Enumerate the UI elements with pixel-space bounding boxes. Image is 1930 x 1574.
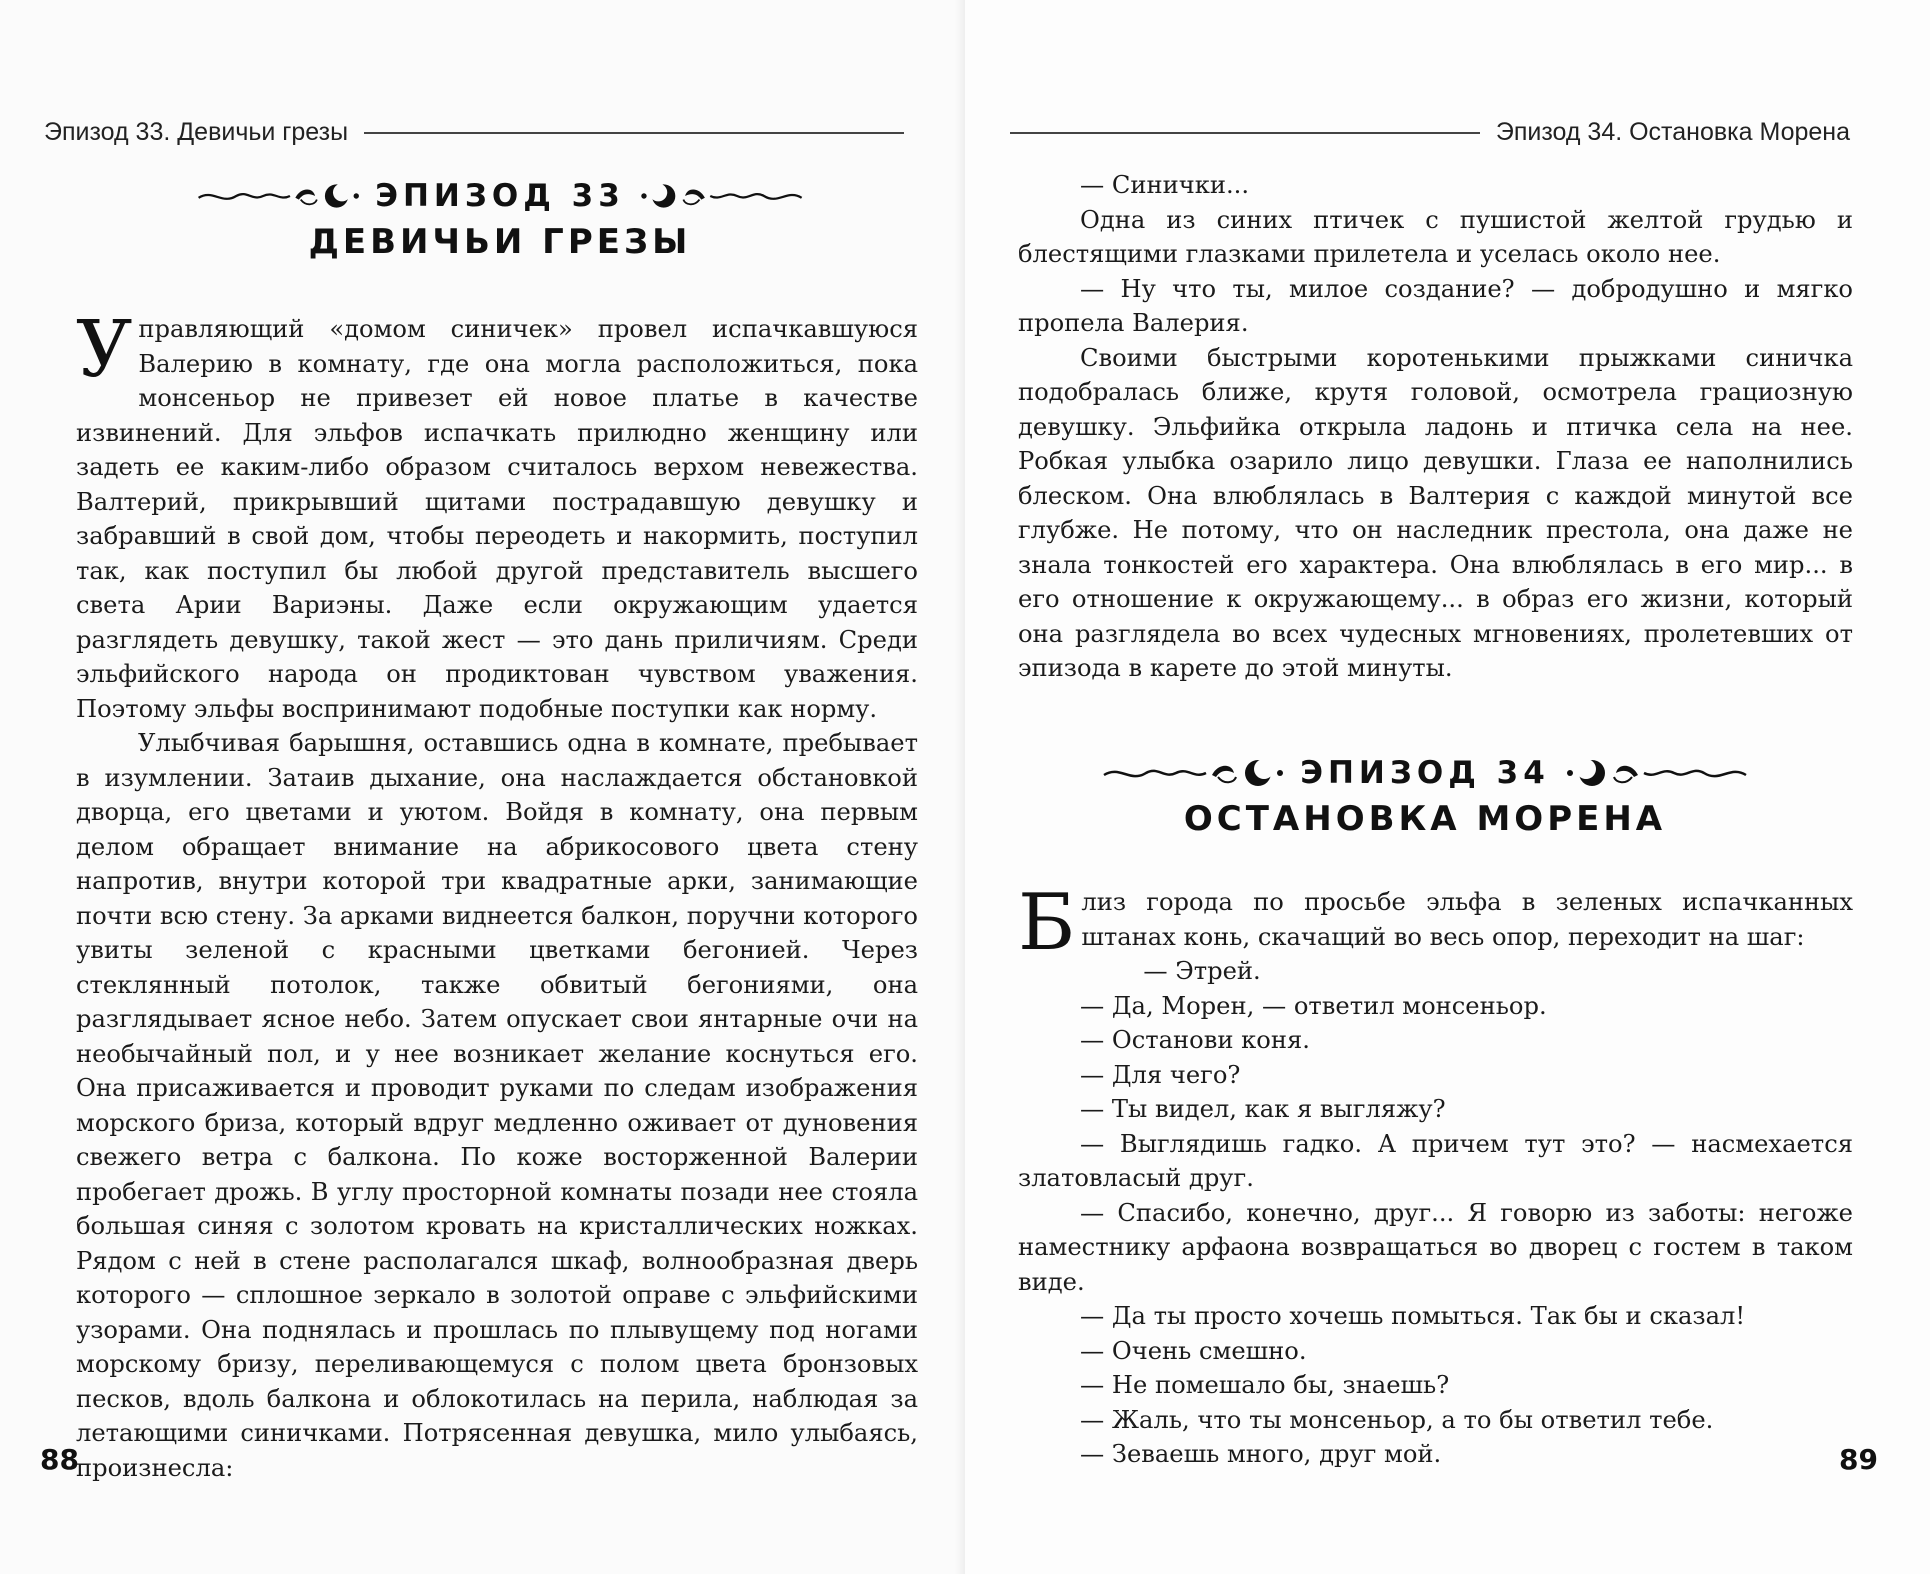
dialogue-line: — Не помешало бы, знаешь? xyxy=(1080,1371,1450,1399)
drop-cap: У xyxy=(76,305,133,395)
page-number: 88 xyxy=(40,1443,79,1476)
right-flourish-icon xyxy=(635,180,805,212)
chapter-title: ОСТАНОВКА МОРЕНА xyxy=(1183,799,1667,839)
running-head-text: Эпизод 33. Девичьи грезы xyxy=(44,118,349,146)
page-number: 89 xyxy=(1839,1443,1878,1476)
running-head-rule xyxy=(1010,132,1480,134)
chapter-number: ЭПИЗОД 33 xyxy=(375,178,625,214)
paragraph-text: лиз города по просьбе эльфа в зеленых испачканных штанах конь, скачащий во весь опор, переходит на шаг: xyxy=(1081,888,1853,951)
paragraph: — Синички... xyxy=(1080,171,1250,199)
paragraph: Улыбчивая барышня, оставшись одна в комнате, пребывает в изумлении. Затаив дыхание, она наслаждается обстановкой дворца, его цветами и уютом. Войдя в комнату, она первым делом обращает внимание на абрикосового цвета стену напротив, внутри которой три квадратные арки, занимающие почти всю стену. За арками виднеется балкон, поручни которого увиты зеленой с красными цветками бегонией. Через стеклянный потолок, также обвитый бегониями, она разглядывает ясное небо. Затем опускает свои янтарные очи на необычайный пол, и у нее возникает желание коснуться его. Она присаживается и проводит руками по следам изображения морского бриза, который вдруг медленно оживает от дуновения свежего ветра с балкона. По коже восторженной Валерии пробегает дрожь. В углу просторной комнаты позади нее стояла большая синяя с золотом кровать на кристаллических ножках. Рядом с ней в стене располагался шкаф, волнообразная дверь которого — сплошное зеркало в золотой оправе с эльфийскими узорами. Она поднялась и прошлась по плывущему под ногами морскому бризу, переливающемуся с полом цвета бронзовых песков, вдоль балкона и облокотилась на перила, наблюдая за летающими синичками. Потрясенная девушка, мило улыбаясь, произнесла: xyxy=(76,729,918,1482)
dialogue-line: — Останови коня. xyxy=(1080,1026,1310,1054)
chapter-heading xyxy=(1100,755,1750,839)
left-running-head xyxy=(44,118,920,147)
dialogue-line: — Ты видел, как я выгляжу? xyxy=(1080,1095,1446,1123)
running-head-rule xyxy=(364,132,904,134)
dialogue-line: — Жаль, что ты монсеньор, а то бы ответил тебе. xyxy=(1080,1405,1714,1434)
right-page xyxy=(965,0,1930,1574)
paragraph: Своими быстрыми коротенькими прыжками синичка подобралась ближе, крутя головой, осмотрела грациозную девушку. Эльфийка открыла ладонь и птичка села на нее. Робкая улыбка озарило лицо девушки. Глаза ее наполнились блеском. Она влюблялась в Валтерия с каждой минутой все глубже. Не потому, что он наследник престола, она даже не знала тонкостей его характера. Она влюблялась в его мир... в его отношение к окружающему... в образ его жизни, который она разглядела во всех чудесных мгновениях, пролетевших от эпизода в карете до этой минуты. xyxy=(1018,343,1853,682)
right-running-head xyxy=(1010,118,1850,147)
paragraph-text: правляющий «домом синичек» провел испачкавшуюся Валерию в комнату, где она могла расположиться, пока монсеньор не привезет ей новое платье в качестве извинений. Для эльфов испачкать прилюдно женщину или задеть ее каким-либо образом считалось верхом невежества. Валтерий, прикрывший щитами пострадавшую девушку и забравший в свой дом, чтобы переодеть и накормить, поступил так, как поступил бы любой другой представитель высшего света Арии Вариэны. Даже если окружающим удается разглядеть девушку, такой жест — это дань приличиям. Среди эльфийского народа он продиктован чувством уважения. Поэтому эльфы воспринимают подобные поступки как норму. xyxy=(76,315,918,723)
dialogue-line: — Выглядишь гадко. А причем тут это? — насмехается златовласый друг. xyxy=(1018,1129,1853,1192)
right-body-text xyxy=(1018,878,1853,1472)
right-flourish-icon xyxy=(1560,757,1750,789)
right-top-text xyxy=(1018,168,1853,686)
paragraph: — Ну что ты, милое создание? — добродушно и мягко пропела Валерия. xyxy=(1018,274,1853,337)
running-head-text: Эпизод 34. Остановка Морена xyxy=(1495,118,1850,146)
left-flourish-icon xyxy=(1100,757,1290,789)
paragraph xyxy=(76,305,918,726)
dialogue-line: — Очень смешно. xyxy=(1080,1336,1307,1365)
left-body-text xyxy=(76,305,918,1485)
chapter-number: ЭПИЗОД 34 xyxy=(1300,755,1550,791)
drop-cap: Б xyxy=(1018,878,1076,968)
dialogue-line: — Да ты просто хочешь помыться. Так бы и сказал! xyxy=(1080,1302,1746,1330)
paragraph: Одна из синих птичек с пушистой желтой грудью и блестящими глазками прилетела и уселась около нее. xyxy=(1018,205,1853,268)
left-flourish-icon xyxy=(195,180,365,212)
chapter-heading xyxy=(195,178,805,262)
paragraph xyxy=(1018,878,1853,968)
dialogue-line: — Для чего? xyxy=(1080,1060,1241,1089)
dialogue-line: — Зеваешь много, друг мой. xyxy=(1080,1440,1442,1468)
dialogue-line: — Этрей. xyxy=(1143,957,1261,985)
chapter-title: ДЕВИЧЬИ ГРЕЗЫ xyxy=(308,222,692,262)
dialogue-line: — Спасибо, конечно, друг... Я говорю из заботы: негоже наместнику арфаона возвращаться во дворец с гостем в таком виде. xyxy=(1018,1198,1853,1296)
dialogue-line: — Да, Морен, — ответил монсеньор. xyxy=(1080,991,1547,1020)
